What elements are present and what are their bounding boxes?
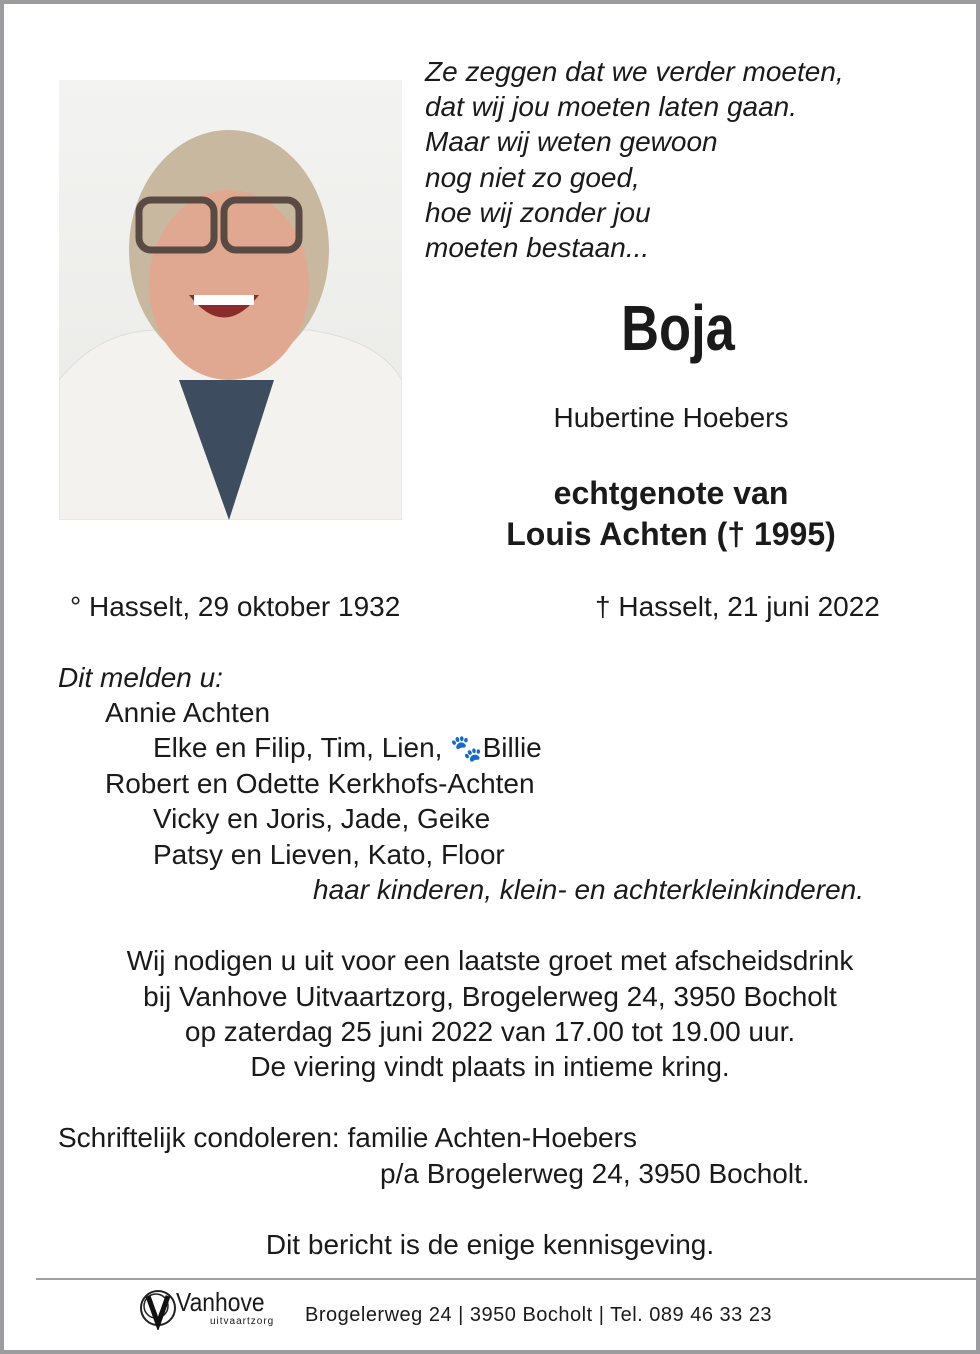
invitation-line: Wij nodigen u uit voor een laatste groet met afscheidsdrink [126, 945, 854, 976]
logo-mark-icon [138, 1286, 178, 1330]
announcer-line: Annie Achten [105, 697, 271, 728]
spouse-line-2: Louis Achten († 1995) [506, 516, 836, 552]
footer-divider [36, 1278, 976, 1280]
deceased-full-name: Hubertine Hoebers [553, 402, 789, 433]
invitation-line: op zaterdag 25 juni 2022 van 17.00 tot 19.00 uur. [184, 1016, 796, 1047]
poem-line: dat wij jou moeten laten gaan. [425, 91, 798, 122]
poem-line: hoe wij zonder jou [425, 197, 651, 228]
deceased-nickname: Boja [621, 292, 735, 364]
pet-name: Billie [482, 732, 542, 763]
footer-address: Brogelerweg 24 | 3950 Bocholt | Tel. 089 46 33 23 [305, 1304, 773, 1326]
announcer-line: Vicky en Joris, Jade, Geike [153, 803, 491, 834]
spouse-line-1: echtgenote van [553, 475, 789, 511]
poem-line: nog niet zo goed, [425, 162, 640, 193]
birth-info: ° Hasselt, 29 oktober 1932 [70, 591, 401, 622]
poem-line: moeten bestaan... [425, 232, 650, 263]
announcers-intro: Dit melden u: [58, 662, 223, 693]
logo-name: Vanhove [176, 1287, 265, 1317]
vanhove-logo [138, 1286, 298, 1332]
announcer-line [153, 730, 542, 766]
condolence-line: Schriftelijk condoleren: familie Achten-Hoebers [58, 1122, 637, 1153]
invitation-line: De viering vindt plaats in intieme kring. [250, 1051, 730, 1082]
condolence-address: p/a Brogelerweg 24, 3950 Bocholt. [380, 1158, 810, 1189]
announcer-line: Robert en Odette Kerkhofs-Achten [105, 768, 535, 799]
portrait-photo [59, 80, 402, 520]
paw-icon: 🐾 [450, 733, 483, 763]
death-info: † Hasselt, 21 juni 2022 [595, 591, 880, 622]
obituary-page [4, 4, 976, 1350]
logo-subtitle: uitvaartzorg [210, 1316, 275, 1327]
announcers-closing: haar kinderen, klein- en achterkleinkinderen. [313, 874, 864, 905]
notice: Dit bericht is de enige kennisgeving. [265, 1229, 715, 1260]
announcer-names: Elke en Filip, Tim, Lien, [153, 732, 451, 763]
announcer-line: Patsy en Lieven, Kato, Floor [153, 839, 505, 870]
poem-line: Maar wij weten gewoon [425, 126, 718, 157]
poem-line: Ze zeggen dat we verder moeten, [425, 56, 844, 87]
invitation-line: bij Vanhove Uitvaartzorg, Brogelerweg 24, 3950 Bocholt [143, 981, 837, 1012]
